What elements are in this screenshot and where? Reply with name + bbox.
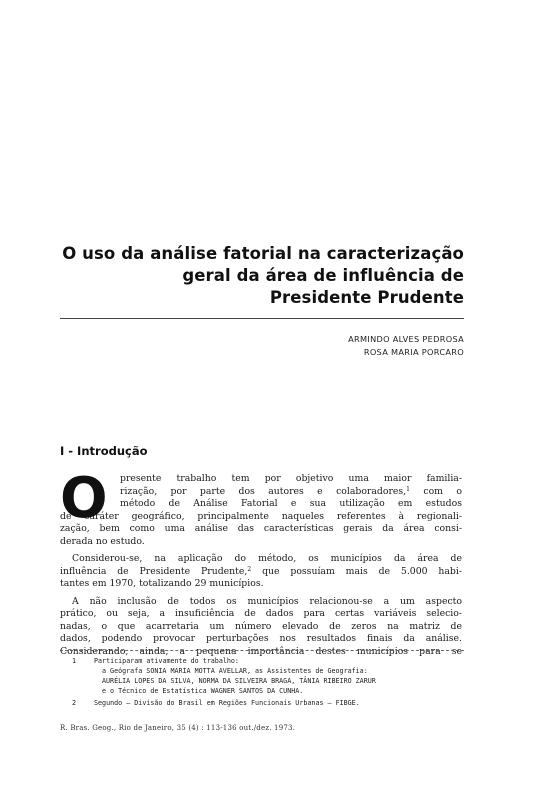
title-line-3: Presidente Prudente [269, 288, 464, 307]
title-divider [60, 318, 464, 319]
footnote-ref-1[interactable]: 1 [406, 485, 410, 493]
footnote-line: Segundo — Divisão do Brasil em Regiões Funcionais Urbanas — FIBGE. [94, 699, 360, 707]
footnote-line: AURÉLIA LOPES DA SILVA, NORMA DA SILVEIRA BRAGA, TÂNIA RIBEIRO ZARUR [102, 677, 376, 685]
body-line: influência de Presidente Prudente,$^2$ que possuíam mais de 5.000 habi- [60, 565, 462, 577]
body-line: rização, por parte dos autores e colaboradores,$^1$ com o [120, 485, 462, 497]
footnote-line: a Geógrafa SONIA MARIA MOTTA AVELLAR, as Assistentes de Geografia: [102, 667, 368, 675]
body-line: nadas, o que acarretaria um número elevado de zeros na matriz de [60, 620, 462, 632]
article-body [60, 466, 462, 658]
footnote-line: Participaram ativamente do trabalho: [94, 657, 239, 665]
footnotes [72, 656, 464, 708]
author-2: ROSA MARIA PORCARO [363, 347, 464, 357]
footnote-divider [60, 650, 464, 651]
body-line: Considerou-se, na aplicação do método, os municípios da área de [72, 553, 462, 564]
drop-cap: O [60, 466, 108, 531]
body-line: método de Análise Fatorial e sua utilização em estudos [120, 498, 462, 509]
body-line: zação, bem como uma análise das características gerais da área consi- [60, 523, 462, 534]
body-line: de caráter geográfico, principalmente naqueles referentes à regionali- [60, 510, 462, 522]
body-line: presente trabalho tem por objetivo uma maior familia- [120, 473, 462, 484]
paragraph-2 [60, 553, 462, 591]
body-line: dados, podendo provocar perturbações nos resultados finais da análise. [60, 633, 462, 644]
footnote-ref-2[interactable]: 2 [247, 565, 252, 573]
author-1: ARMINDO ALVES PEDROSA [348, 334, 464, 344]
body-line: A não inclusão de todos os municípios relacionou-se a um aspecto [72, 595, 462, 607]
journal-reference: R. Bras. Geog., Rio de Janeiro, 35 (4) : 113-136 out./dez. 1973. [60, 724, 296, 732]
section-heading: I - Introdução [60, 444, 148, 458]
title-line-2: geral da área de influência de [182, 266, 464, 285]
paragraph-3 [60, 596, 462, 659]
article-title [60, 243, 464, 309]
footnote-number: 2 [72, 699, 77, 707]
body-line: Considerando, ainda, a pequena importância destes municípios para se [60, 645, 462, 657]
body-line: tantes em 1970, totalizando 29 municípios. [60, 578, 264, 589]
title-line-1: O uso da análise fatorial na caracterização [62, 244, 464, 263]
footnote-number: 1 [72, 657, 77, 665]
footnote-2 [72, 698, 464, 708]
footnote-1 [72, 656, 464, 696]
footnote-line: e o Técnico de Estatística WAGNER SANTOS DA CUNHA. [102, 687, 304, 695]
author-list [300, 333, 464, 359]
paragraph-1 [60, 466, 462, 548]
body-line: derada no estudo. [60, 535, 145, 547]
body-line: prático, ou seja, a insuficiência de dados para certas variáveis selecio- [60, 608, 462, 619]
